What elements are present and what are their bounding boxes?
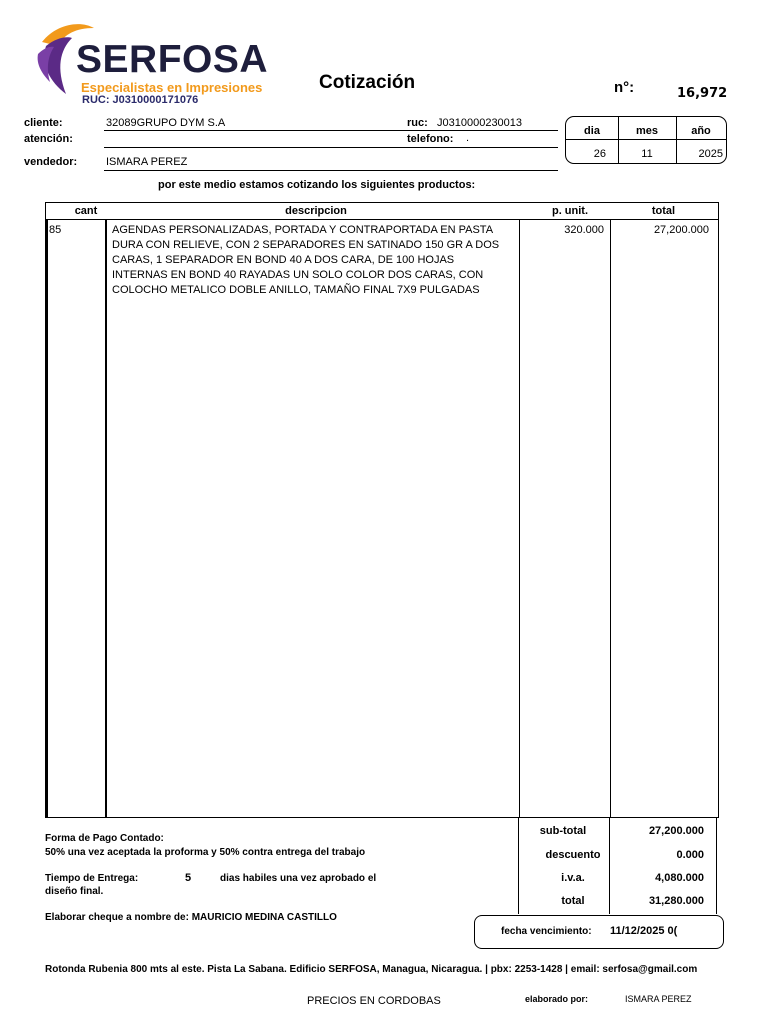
row-descripcion: AGENDAS PERSONALIZADAS, PORTADA Y CONTRAPORTADA EN PASTA DURA CON RELIEVE, CON 2 SEPARADORES EN SATINADO 150 GR A DOS CARAS, 1 SEPARADOR EN BOND 40 A DOS CARA, DE 100 HOJAS INTERNAS EN BOND 40 RAYADAS UN SOLO COLOR DOS CARAS, CON COLOCHO METALICO DOBLE ANILLO, TAMAÑO FINAL 7X9 PULGADAS [112,224,500,296]
date-value-mes: 11 [641,148,653,160]
total-value: 31,280.000 [648,895,704,907]
col-sep-punit [610,219,611,817]
vencimiento-label: fecha vencimiento: [501,926,592,937]
header-p-unit: p. unit. [551,205,589,217]
header-total: total [651,205,676,217]
iva-value: 4,080.000 [655,872,704,884]
items-table [45,202,719,818]
descuento-value: 0.000 [676,849,704,861]
document-title: Cotización [319,72,416,93]
date-label-mes: mes [635,125,659,137]
vendedor-value: ISMARA PEREZ [106,156,188,168]
date-value-ano: 2025 [698,148,723,160]
footer-address: Rotonda Rubenia 800 mts al este. Pista La Sabana. Edificio SERFOSA, Managua, Nicaragua. | pbx: 2253-1428 | email: serfosa@gmail.com [45,964,698,975]
left-thick-border [46,219,48,817]
telefono-label: telefono: [407,133,454,145]
logo-wordmark: SERFOSA [76,38,269,81]
telefono-value: . [466,132,470,144]
col-sep-desc [519,219,520,817]
descuento-label: descuento [545,849,601,861]
cheque-text: Elaborar cheque a nombre de: MAURICIO MEDINA CASTILLO [45,912,337,923]
cliente-value: 32089GRUPO DYM S.A [106,117,226,129]
ruc-label: ruc: [407,117,428,129]
col-sep-cant [105,219,107,817]
iva-label: i.v.a. [561,872,585,884]
entrega-label: Tiempo de Entrega: [45,873,139,884]
logo-tagline: Especialistas en Impresiones [81,80,263,95]
entrega-text-2: diseño final. [45,886,104,897]
row-total: 27,200.000 [653,224,709,236]
date-value-dia: 26 [593,148,606,160]
number-label: n°: [614,79,635,96]
cliente-underline [104,130,558,131]
pago-line2: 50% una vez aceptada la proforma y 50% contra entrega del trabajo [45,847,366,858]
row-p-unit: 320.000 [564,224,604,236]
date-box-divider [566,139,726,140]
quote-number: 16,972 [677,86,728,101]
pago-line1: Forma de Pago Contado: [45,833,164,844]
header-descripcion: descripcion [285,205,347,217]
vendedor-underline [104,170,558,171]
entrega-days: 5 [185,872,192,884]
elaborado-value: ISMARA PEREZ [625,994,692,1004]
intro-text: por este medio estamos cotizando los siguientes productos: [158,179,476,191]
atencion-underline [104,147,558,148]
subtotal-value: 27,200.000 [648,825,704,837]
vencimiento-value: 11/12/2025 0( [610,925,678,937]
vencimiento-box [474,915,724,949]
total-label: total [561,895,585,907]
date-box [565,116,727,164]
date-label-dia: dia [584,125,600,137]
entrega-text: dias habiles una vez aprobado el [220,873,377,884]
elaborado-label: elaborado por: [525,994,589,1004]
subtotal-label: sub-total [539,825,587,837]
company-logo [36,20,276,110]
date-label-ano: año [691,125,711,137]
cliente-label: cliente: [24,117,63,129]
row-cant: 85 [49,224,62,236]
vendedor-label: vendedor: [24,156,78,168]
totals-sep-right [716,817,717,914]
header-cant: cant [74,205,98,217]
atencion-label: atención: [24,133,73,145]
company-ruc: RUC: J0310000171076 [82,94,199,106]
currency-note: PRECIOS EN CORDOBAS [307,995,441,1007]
ruc-value: J0310000230013 [437,117,523,129]
table-header-divider [46,219,718,220]
